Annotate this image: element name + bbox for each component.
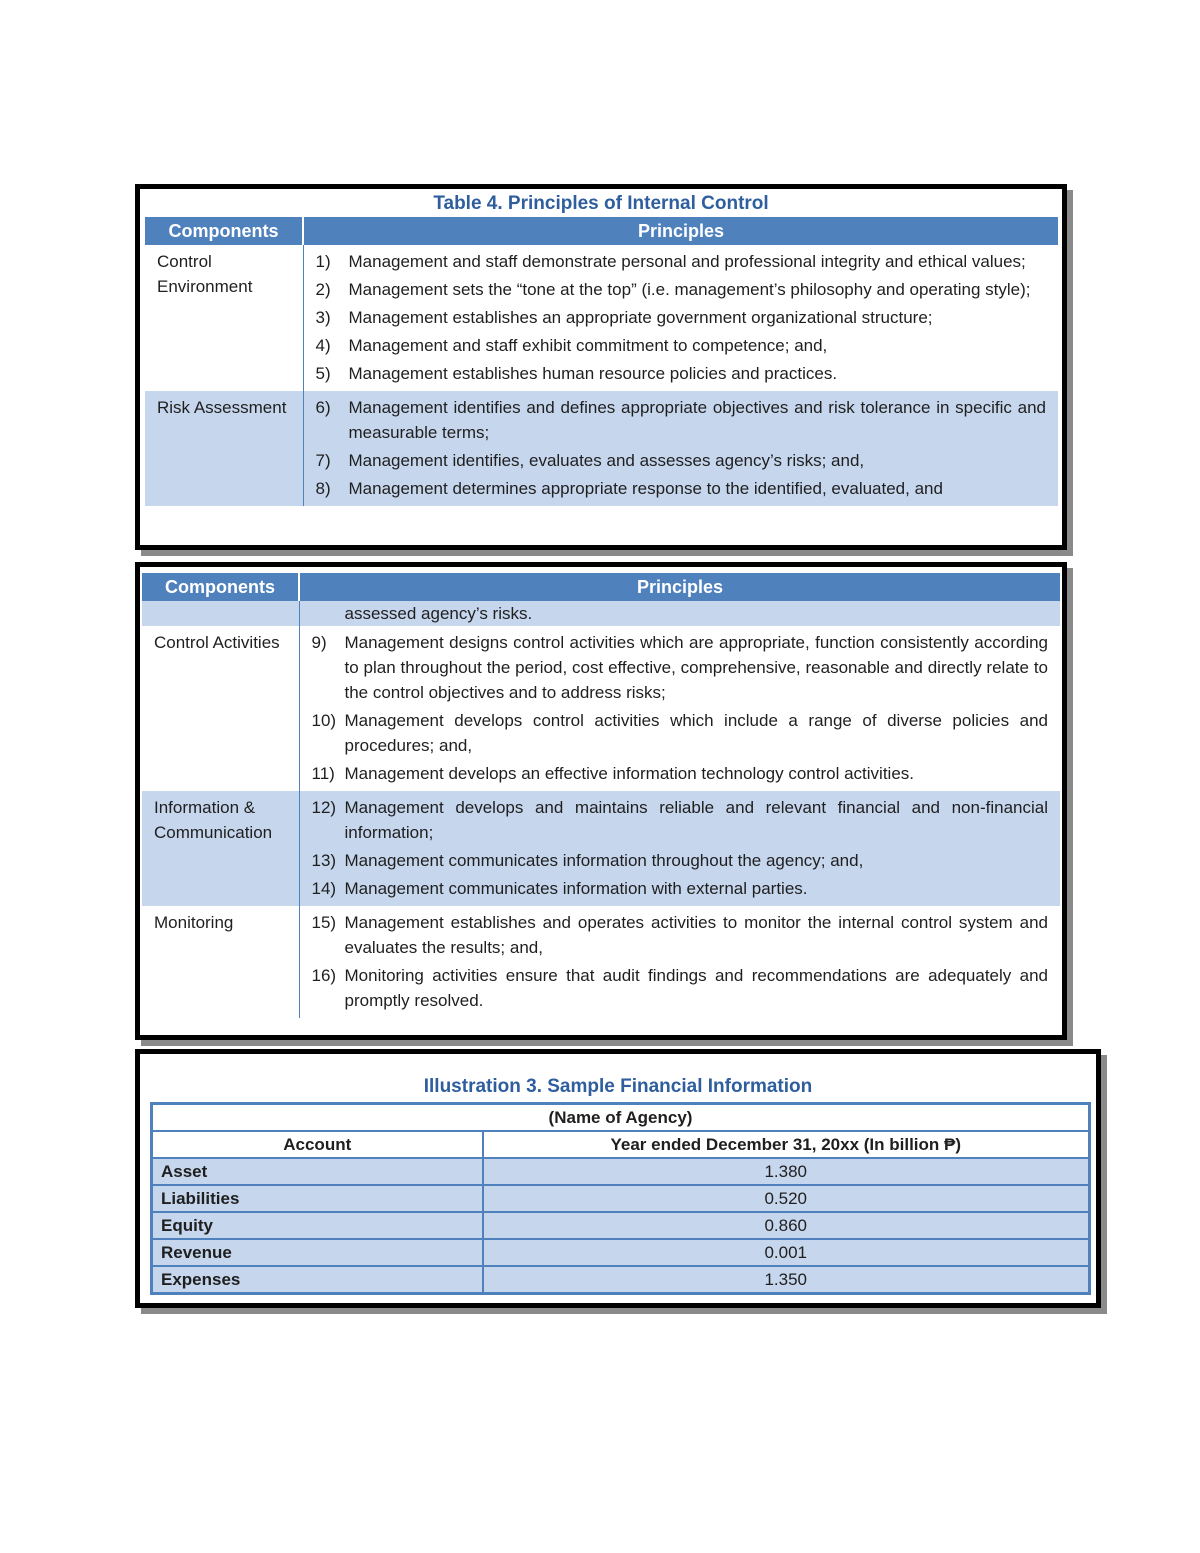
financial-table — [150, 1102, 1091, 1295]
principle-item: 13) Management communicates information throughout the agency; and, — [311, 851, 864, 870]
principle-item: 8) Management determines appropriate response to the identified, evaluated, and — [315, 479, 943, 498]
agency-name: (Name of Agency) — [152, 1104, 1090, 1132]
continued-row — [142, 601, 1060, 626]
component-row — [145, 391, 1058, 506]
principle-list — [304, 391, 1059, 506]
principle-item: 1) Management and staff demonstrate personal and professional integrity and ethical values; — [315, 252, 1026, 271]
principle-item: 5) Management establishes human resource policies and practices. — [315, 364, 838, 383]
account-label: Asset — [152, 1158, 483, 1185]
illustration3-frame — [135, 1049, 1101, 1308]
component-row — [142, 906, 1060, 1018]
principle-list — [304, 245, 1059, 391]
col-components-header: Components — [145, 217, 303, 245]
table-row — [152, 1185, 1090, 1212]
component-name: Control Environment — [145, 245, 303, 391]
account-value: 0.001 — [483, 1239, 1090, 1266]
component-row — [145, 245, 1058, 391]
account-value: 1.380 — [483, 1158, 1090, 1185]
principle-list — [300, 906, 1061, 1018]
principle-item: 7) Management identifies, evaluates and assesses agency’s risks; and, — [315, 451, 865, 470]
component-row — [142, 626, 1060, 791]
col-principles-header: Principles — [303, 217, 1058, 245]
component-name: Risk Assessment — [145, 391, 303, 506]
col-account-header: Account — [152, 1131, 483, 1158]
principle-list — [300, 791, 1061, 906]
col-principles-header: Principles — [299, 573, 1060, 601]
principle-item: 11) Management develops an effective information technology control activities. — [311, 764, 915, 783]
component-row — [142, 791, 1060, 906]
principle-item: 6) Management identifies and defines appropriate objectives and risk tolerance in specific and measurable terms; — [315, 398, 1046, 442]
principle-item: 9) Management designs control activities which are appropriate, function consistently according to plan throughout the period, cost effective, comprehensive, reasonable and directly relate to the control objectives and to address risks; — [311, 633, 1048, 702]
table-row — [152, 1158, 1090, 1185]
col-components-header: Components — [142, 573, 299, 601]
principle-item: 14) Management communicates information with external parties. — [311, 879, 808, 898]
principle-item: 3) Management establishes an appropriate government organizational structure; — [315, 308, 933, 327]
illustration3-title: Illustration 3. Sample Financial Information — [423, 1076, 813, 1097]
table4-frame — [135, 184, 1067, 550]
component-name: Information & Communication — [142, 791, 299, 906]
table4-continued-frame — [135, 562, 1067, 1040]
table4-part1 — [145, 217, 1058, 506]
col-year-header: Year ended December 31, 20xx (In billion ₱) — [483, 1131, 1090, 1158]
account-label: Expenses — [152, 1266, 483, 1294]
component-name: Control Activities — [142, 626, 299, 791]
table-row — [152, 1212, 1090, 1239]
account-value: 1.350 — [483, 1266, 1090, 1294]
account-label: Equity — [152, 1212, 483, 1239]
continued-text: assessed agency’s risks. — [299, 601, 1060, 626]
component-name: Monitoring — [142, 906, 299, 1018]
account-label: Liabilities — [152, 1185, 483, 1212]
table4-title: Table 4. Principles of Internal Control — [433, 193, 769, 214]
account-value: 0.520 — [483, 1185, 1090, 1212]
principle-list — [300, 626, 1061, 791]
table-row — [152, 1266, 1090, 1294]
table4-part2 — [142, 573, 1060, 1018]
account-value: 0.860 — [483, 1212, 1090, 1239]
principle-item: 10) Management develops control activities which include a range of diverse policies and procedures; and, — [311, 711, 1048, 755]
principle-item: 4) Management and staff exhibit commitment to competence; and, — [315, 336, 828, 355]
account-label: Revenue — [152, 1239, 483, 1266]
principle-item: 12) Management develops and maintains reliable and relevant financial and non-financial information; — [311, 798, 1048, 842]
principle-item: 2) Management sets the “tone at the top” (i.e. management’s philosophy and operating style); — [315, 280, 1031, 299]
table-row — [152, 1239, 1090, 1266]
principle-item: 15) Management establishes and operates activities to monitor the internal control system and evaluates the results; and, — [311, 913, 1048, 957]
principle-item: 16) Monitoring activities ensure that audit findings and recommendations are adequately and promptly resolved. — [311, 966, 1048, 1010]
